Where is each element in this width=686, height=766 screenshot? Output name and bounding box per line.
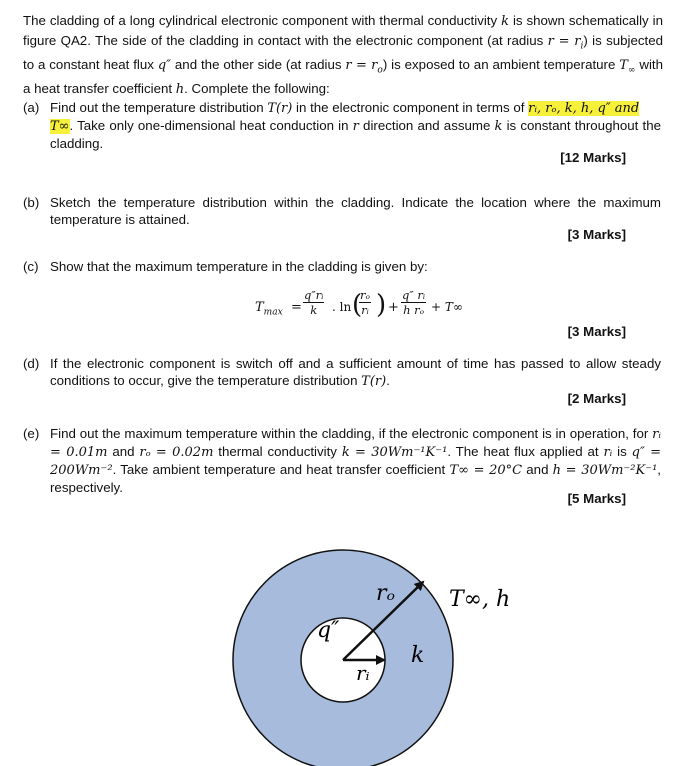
math: r [352,119,359,134]
intro-q: q″ [157,57,171,73]
intro-text: . Complete the following: [184,80,330,96]
text: is [612,444,632,459]
question-label: (e) [23,426,40,441]
question-a [23,99,663,179]
eq-fraction-1 [303,288,324,317]
text: thermal conductivity [213,444,342,459]
question-b-text: Sketch the temperature distribution within the cladding. Indicate the location where the maximum temperature is attained. [50,195,661,227]
math: h = 30Wm⁻²K⁻¹ [552,463,658,478]
question-d-text [50,355,661,390]
text: direction and assume [358,118,495,133]
eq-lhs [255,300,283,318]
tmax-equation [255,287,495,327]
math: q″ = 200Wm⁻² [50,445,662,478]
inner-radius-label: rᵢ [356,661,370,685]
math: k = 30Wm⁻¹K⁻¹ [341,445,448,460]
math: rᵢ = 0.01m [50,427,661,460]
intro-ro-sub: o [377,65,383,76]
math: T∞ = 20°C [449,463,523,478]
text: Find out the temperature distribution [50,100,268,115]
question-label: (b) [23,195,40,210]
eq-paren-open: ( [352,290,363,320]
eq-ln: . ln [332,300,352,314]
math: k [494,119,503,134]
question-label: (c) [23,259,39,274]
intro-ri-sub: i [580,41,584,52]
highlighted-tinf: T∞ [50,119,70,134]
eq-fraction-3 [401,288,426,317]
eq-T-sub: max [263,307,283,318]
intro-text: ) is exposed to an ambient temperature [382,56,620,72]
math: rᵢ [603,445,613,460]
eq-plus: + [388,300,399,315]
intro-text: with a heat transfer coefficient [23,56,663,96]
text: , respectively. [50,462,661,495]
intro-tinf: T [619,57,628,73]
intro-text: The cladding of a long cylindrical electronic component with thermal conductivity [23,13,502,28]
heat-flux-label: q″ [317,618,340,643]
eq-paren-close: ) [376,290,387,320]
math: T(r) [267,101,293,116]
text: in the electronic component in terms of [292,100,529,115]
highlighted-vars: rᵢ, rₒ, k, h, q″ and [528,101,640,116]
intro-ri-eq: r = r [547,33,581,49]
eq-fraction-2 [359,288,371,317]
text: If the electronic component is switch off and a sufficient amount of time has passed to allow steady conditions to occur, give the temperature distribution [50,356,661,388]
text: . The heat flux applied at [447,444,604,459]
question-c [23,258,663,278]
question-e-text [50,425,661,496]
eq-plus-tinf: + T∞ [431,300,463,314]
eq-f3-num: q″ rᵢ [402,288,426,302]
text: is constant throughout the cladding. [50,118,661,151]
conductivity-label: k [411,643,425,668]
text: and [107,444,140,459]
eq-T: T [255,300,264,315]
eq-equals: = [291,300,302,315]
question-c-text: Show that the maximum temperature in the cladding is given by: [50,259,428,274]
math: rₒ = 0.02m [139,445,214,460]
question-label: (a) [23,100,40,115]
eq-f2-den: rᵢ [361,303,369,317]
eq-f2-num: rₒ [360,288,370,302]
text: Find out the maximum temperature within the cladding, if the electronic component is in operation, for [50,426,653,441]
marks-a: [12 Marks] [560,150,626,165]
question-e [23,425,663,495]
question-d [23,355,663,395]
eq-f1-num: q″rᵢ [304,288,324,302]
math: T(r) [361,374,387,389]
question-label: (d) [23,356,40,371]
marks-e: [5 Marks] [567,491,626,506]
intro-text: is shown schematically in figure QA2. The side of the cladding in contact with the electronic component (at radius [23,13,663,48]
intro-text: ) is subjected to a constant heat flux [23,32,663,72]
problem-intro [23,12,663,99]
marks-c: [3 Marks] [567,324,626,339]
text: . [386,373,390,388]
text: . Take ambient temperature and heat transfer coefficient [112,462,450,477]
intro-h: h [175,81,185,97]
ambient-label: T∞, h [449,587,511,612]
question-a-text [50,99,661,152]
intro-k: k [501,14,509,29]
text: and [522,462,553,477]
intro-text: and the other side (at radius [171,56,346,72]
cladding-figure [0,520,686,766]
eq-f1-den: k [310,303,318,317]
text: . Take only one-dimensional heat conduction in [69,118,353,133]
marks-b: [3 Marks] [567,227,626,242]
eq-f3-den: h rₒ [403,303,425,317]
outer-radius-label: rₒ [376,581,395,606]
marks-d: [2 Marks] [567,391,626,406]
intro-tinf-sub: ∞ [627,65,636,76]
intro-ro-eq: r = r [345,57,378,73]
